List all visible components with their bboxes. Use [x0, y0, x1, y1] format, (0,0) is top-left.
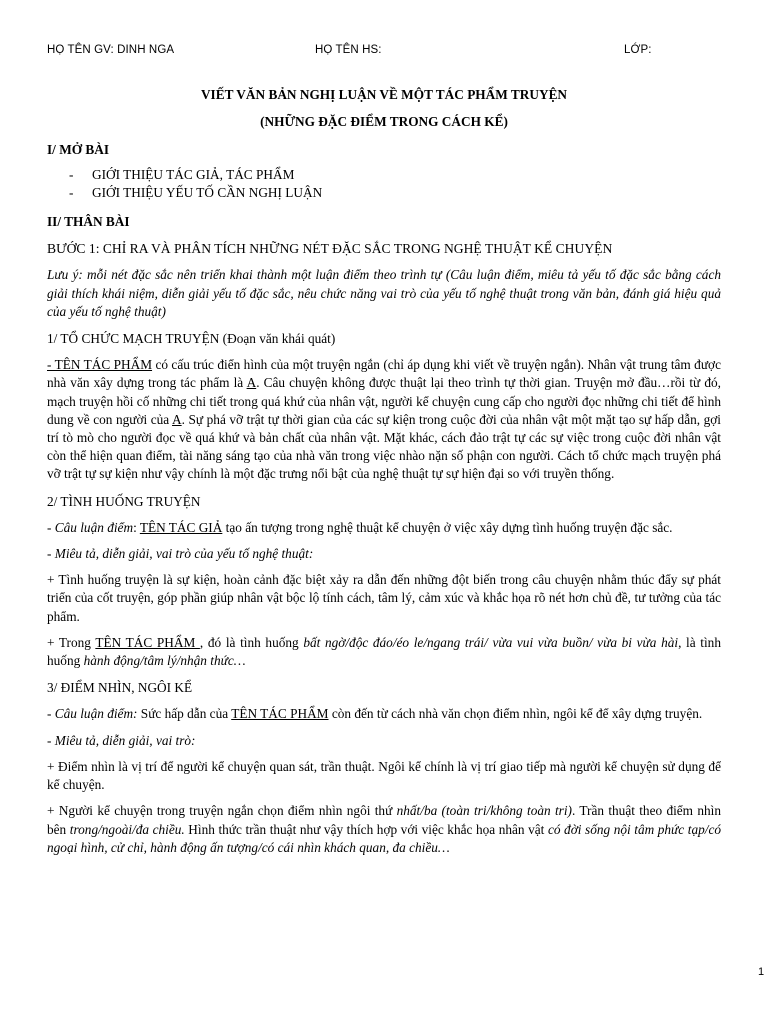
part3-paragraph-1: + Điểm nhìn là vị trí để người kể chuyện quan sát, trần thuật. Ngôi kể chính là vị trí giao tiếp mà người kể chuyện sử dụng để kể chuyện. [47, 758, 721, 793]
part2-claim: - Câu luận điểm: TÊN TÁC GIẢ tạo ấn tượng trong nghệ thuật kể chuyện ở việc xây dựng tình huống truyện đặc sắc. [47, 519, 673, 535]
section-heading-intro: I/ MỞ BÀI [47, 142, 110, 158]
part3-claim: - Câu luận điểm: Sức hấp dẫn của TÊN TÁC PHẨM còn đến từ cách nhà văn chọn điểm nhìn, ngôi kể để xây dựng truyện. [47, 706, 703, 722]
intro-list [47, 166, 721, 202]
character-placeholder: A [172, 411, 182, 427]
part3-desc-label: - Miêu tả, diễn giải, vai trò: [47, 732, 196, 748]
student-name-label: HỌ TÊN HS: [315, 44, 382, 56]
step-heading: BƯỚC 1: CHỈ RA VÀ PHÂN TÍCH NHỮNG NÉT ĐẶC SẮC TRONG NGHỆ THUẬT KỂ CHUYỆN [47, 241, 613, 257]
teacher-name: HỌ TÊN GV: DINH NGA [47, 44, 175, 56]
document-page [47, 0, 765, 1024]
part1-paragraph: - TÊN TÁC PHẨM có cấu trúc điển hình của một truyện ngắn (chỉ áp dụng khi viết về truyện ngắn). Nhân vật trung tâm được nhà văn xây dựng trong tác phẩm là A. Câu chuyện không được thuật lại theo trình tự thời gian. Truyện mở đầu…rồi từ đó, mạch truyện hồi cố những chi tiết trong quá khứ của nhân vật, người kể chuyện cung cấp cho người đọc những chi tiết để hình dung về con người của A. Sự phá vỡ trật tự thời gian của các sự kiện trong cuộc đời của nhân vật một mặt tạo sự hấp dẫn, gợi trí tò mò cho người đọc về quá khứ và bản chất của nhân vật. Mặt khác, cách đảo trật tự các sự việc trong cuộc đời nhân vật còn thể hiện quan điểm, tài năng sáng tạo của nhà văn trong việc nhào nặn số phận con người. Cách tổ chức mạch truyện phá vỡ trật tự sự kiện như vậy chính là một đặc trưng nổi bật của nghệ thuật tự sự hiện đại so với truyền thống. [47, 357, 721, 482]
character-placeholder: A [246, 375, 257, 391]
work-title-placeholder: - TÊN TÁC PHẨM [47, 357, 153, 373]
list-item: - GIỚI THIỆU TÁC GIẢ, TÁC PHẨM [47, 166, 721, 184]
class-label: LỚP: [624, 44, 652, 56]
page-number: 1 [758, 966, 765, 978]
list-item: - GIỚI THIỆU YẾU TỐ CẦN NGHỊ LUẬN [47, 184, 721, 202]
author-placeholder: TÊN TÁC GIẢ [139, 519, 223, 535]
document-title: VIẾT VĂN BẢN NGHỊ LUẬN VỀ MỘT TÁC PHẨM TRUYỆN [200, 87, 568, 102]
part2-paragraph-2: + Trong TÊN TÁC PHẨM , đó là tình huống bất ngờ/độc đáo/éo le/ngang trái/ vừa vui vừa buồn/ vừa bi vừa hài, là tình huống hành động/tâm lý/nhận thức… [47, 634, 721, 669]
part3-heading: 3/ ĐIỂM NHÌN, NGÔI KỂ [47, 680, 193, 696]
part2-desc-label: - Miêu tả, diễn giải, vai trò của yếu tố nghệ thuật: [47, 546, 314, 562]
note-paragraph: Lưu ý: mỗi nét đặc sắc nên triển khai thành một luận điểm theo trình tự (Câu luận điểm, miêu tả yếu tố đặc sắc bằng cách giải thích khái niệm, diễn giải yếu tố đặc sắc, nêu chức năng vai trò của yếu tố nghệ thuật trong văn bản, đánh giá hiệu quả của yếu tố nghệ thuật) [47, 267, 721, 319]
part2-heading: 2/ TÌNH HUỐNG TRUYỆN [47, 493, 201, 509]
document-subtitle: (NHỮNG ĐẶC ĐIỂM TRONG CÁCH KỂ) [260, 114, 508, 130]
section-heading-body: II/ THÂN BÀI [47, 214, 130, 230]
document-body [47, 86, 721, 857]
part3-paragraph-2: + Người kể chuyện trong truyện ngắn chọn điểm nhìn ngôi thứ nhất/ba (toàn tri/không toàn tri). Trần thuật theo điểm nhìn bên trong/ngoài/đa chiều. Hình thức trần thuật như vậy thích hợp với việc khắc họa nhân vật có đời sống nội tâm phức tạp/có ngoại hình, cử chỉ, hành động ấn tượng/có cái nhìn khách quan, đa chiều… [47, 803, 722, 855]
work-title-placeholder: TÊN TÁC PHẨM [231, 706, 329, 722]
work-title-placeholder: TÊN TÁC PHẨM [95, 634, 200, 650]
part2-paragraph-1: + Tình huống truyện là sự kiện, hoàn cảnh đặc biệt xảy ra dẫn đến những đột biến trong câu chuyện nhằm thúc đẩy sự phát triển của cốt truyện, góp phần giúp nhân vật bộc lộ tính cách, tâm lý, cảm xúc và khắc họa rõ nét hơn chủ đề, tư tưởng của tác phẩm. [47, 572, 721, 624]
part1-heading: 1/ TỔ CHỨC MẠCH TRUYỆN (Đoạn văn khái quát) [47, 331, 336, 347]
